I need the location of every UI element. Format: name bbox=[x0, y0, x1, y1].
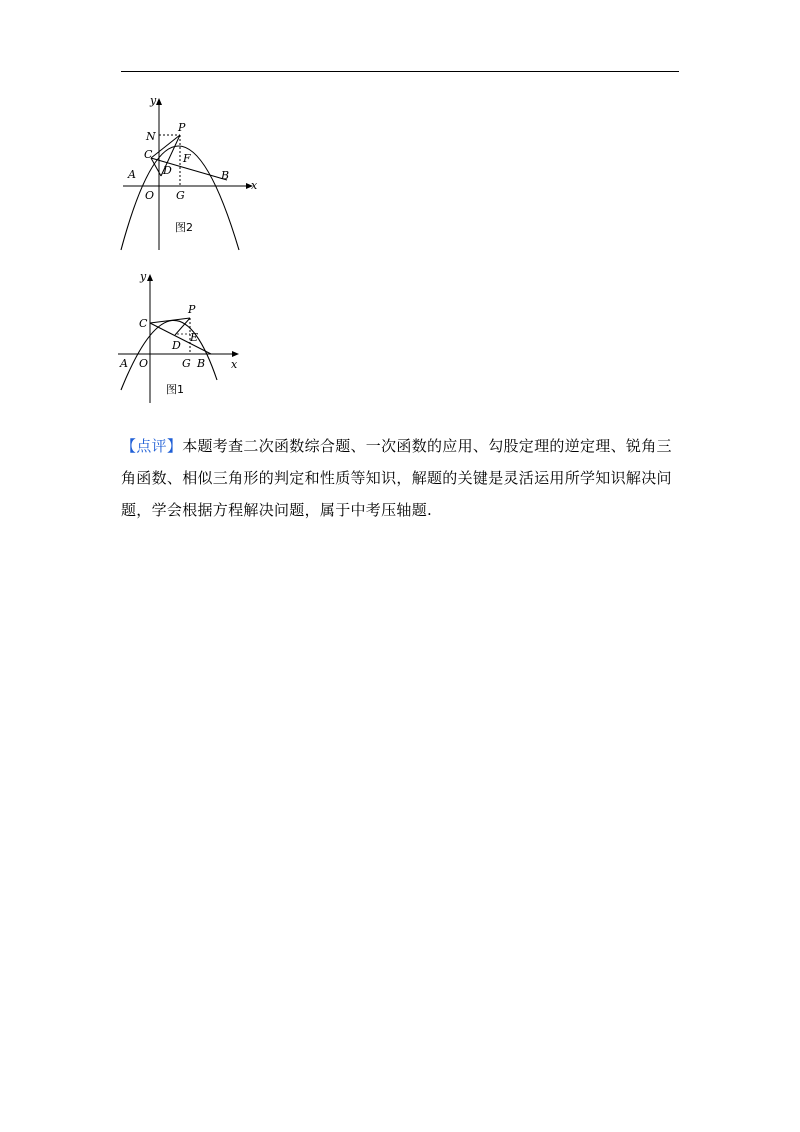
label-y: y bbox=[140, 270, 147, 283]
label-x: x bbox=[231, 358, 238, 371]
label-D: D bbox=[163, 164, 172, 177]
label-A: A bbox=[120, 357, 128, 370]
label-O: O bbox=[139, 357, 149, 370]
label-G: G bbox=[182, 357, 191, 370]
label-B: B bbox=[197, 357, 206, 370]
label-B: B bbox=[221, 169, 230, 182]
label-N: N bbox=[146, 130, 156, 143]
label-x: x bbox=[251, 179, 258, 192]
comment-text: 本题考查二次函数综合题、一次函数的应用、勾股定理的逆定理、锐角三角函数、相似三角形的判定和性质等知识，解题的关键是灵活运用所学知识解决问题，学会根据方程解决问题，属于中考压轴题. bbox=[121, 437, 672, 519]
label-A: A bbox=[128, 168, 136, 181]
figure-1 bbox=[115, 268, 250, 408]
comment-paragraph bbox=[121, 430, 683, 526]
label-P: P bbox=[188, 303, 196, 316]
label-G: G bbox=[176, 189, 185, 202]
label-E: E bbox=[190, 331, 199, 344]
header-rule bbox=[121, 71, 679, 72]
label-O: O bbox=[145, 189, 155, 202]
label-C: C bbox=[139, 317, 148, 330]
label-D: D bbox=[172, 339, 181, 352]
label-y: y bbox=[150, 94, 157, 107]
label-F: F bbox=[183, 152, 191, 165]
label-P: P bbox=[178, 121, 186, 134]
figure-2-svg bbox=[115, 90, 265, 255]
comment-tag: 【点评】 bbox=[121, 437, 183, 455]
figure-1-svg bbox=[115, 268, 250, 408]
figure-2 bbox=[115, 90, 265, 255]
label-C: C bbox=[144, 148, 153, 161]
figure-2-caption: 图2 bbox=[175, 221, 193, 234]
figure-1-caption: 图1 bbox=[166, 383, 184, 396]
